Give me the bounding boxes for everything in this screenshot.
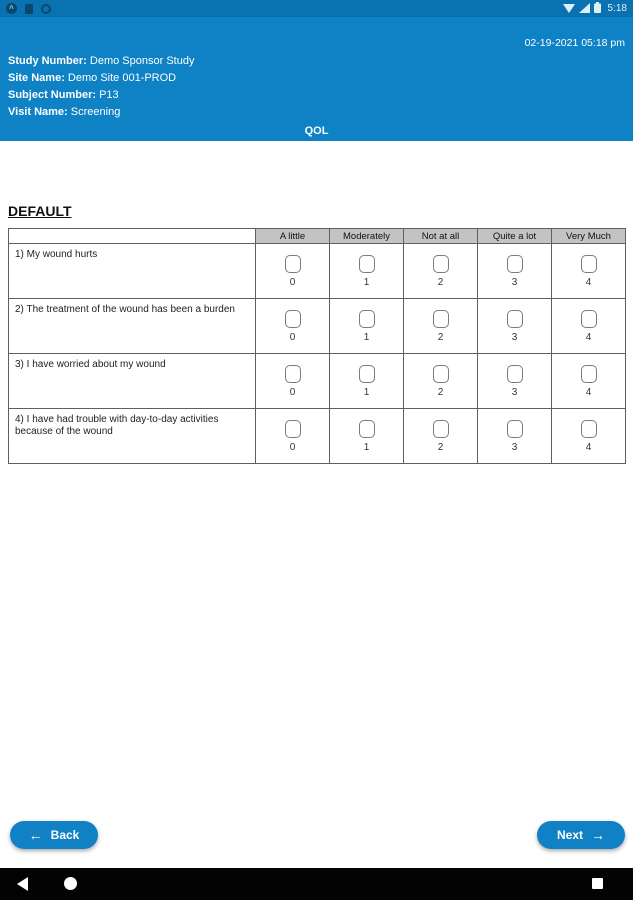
wifi-icon <box>563 0 575 18</box>
sd-card-icon <box>25 4 33 14</box>
radio-button[interactable] <box>507 310 523 328</box>
option-cell <box>330 409 404 464</box>
radio-button[interactable] <box>285 255 301 273</box>
system-update-icon: ^ <box>6 3 17 14</box>
android-nav-bar <box>0 868 633 900</box>
study-number-row <box>8 53 625 70</box>
cellular-signal-icon <box>579 0 590 18</box>
option-cell <box>478 409 552 464</box>
radio-button[interactable] <box>581 420 597 438</box>
option-value-label: 1 <box>363 331 370 343</box>
option-cell <box>404 244 478 299</box>
option-cell <box>552 409 626 464</box>
questionnaire-table <box>8 228 626 464</box>
radio-button[interactable] <box>285 420 301 438</box>
site-name-value: Demo Site 001-PROD <box>67 72 177 84</box>
header-datetime: 02-19-2021 05:18 pm <box>524 37 625 49</box>
table-row <box>9 409 626 464</box>
visit-name-row <box>8 104 625 121</box>
option-value-label: 4 <box>585 441 592 453</box>
option-cell <box>552 354 626 409</box>
option-cell <box>478 354 552 409</box>
option-value-label: 0 <box>289 276 296 288</box>
option-value-label: 2 <box>437 386 444 398</box>
table-row <box>9 354 626 409</box>
option-cell <box>256 299 330 354</box>
back-button[interactable] <box>10 821 98 849</box>
back-button-label: Back <box>50 828 80 842</box>
column-header: Not at all <box>404 229 478 244</box>
question-text: 3) I have worried about my wound <box>9 354 256 409</box>
option-cell <box>256 354 330 409</box>
option-value-label: 1 <box>363 386 370 398</box>
next-button[interactable] <box>537 821 625 849</box>
question-text: 2) The treatment of the wound has been a burden <box>9 299 256 354</box>
battery-icon <box>594 0 601 18</box>
option-value-label: 3 <box>511 276 518 288</box>
option-value-label: 3 <box>511 331 518 343</box>
radio-button[interactable] <box>433 420 449 438</box>
nav-back-icon[interactable] <box>17 877 28 891</box>
form-title: QOL <box>304 125 329 137</box>
option-value-label: 2 <box>437 331 444 343</box>
option-cell <box>404 409 478 464</box>
radio-button[interactable] <box>359 420 375 438</box>
option-value-label: 3 <box>511 441 518 453</box>
site-name-row <box>8 70 625 87</box>
status-bar-notifications <box>6 3 51 14</box>
option-cell <box>478 299 552 354</box>
radio-button[interactable] <box>285 365 301 383</box>
radio-button[interactable] <box>581 255 597 273</box>
table-row <box>9 299 626 354</box>
option-value-label: 2 <box>437 441 444 453</box>
status-bar <box>0 0 633 17</box>
subject-number-row <box>8 87 625 104</box>
question-text: 4) I have had trouble with day-to-day activities because of the wound <box>9 409 256 464</box>
radio-button[interactable] <box>507 255 523 273</box>
option-cell <box>256 244 330 299</box>
option-cell <box>552 244 626 299</box>
study-number-label: Study Number: <box>8 55 87 67</box>
status-bar-clock: 5:18 <box>607 3 627 14</box>
option-cell <box>330 244 404 299</box>
option-cell <box>552 299 626 354</box>
option-value-label: 3 <box>511 386 518 398</box>
option-value-label: 2 <box>437 276 444 288</box>
column-header: A little <box>256 229 330 244</box>
option-cell <box>404 354 478 409</box>
form-content <box>0 141 633 868</box>
site-name-label: Site Name: <box>8 72 65 84</box>
radio-button[interactable] <box>507 420 523 438</box>
column-header: Quite a lot <box>478 229 552 244</box>
option-value-label: 4 <box>585 386 592 398</box>
question-column-header <box>9 229 256 244</box>
data-saver-icon <box>41 4 51 14</box>
option-value-label: 1 <box>363 441 370 453</box>
table-header-row <box>9 229 626 244</box>
radio-button[interactable] <box>507 365 523 383</box>
section-title: DEFAULT <box>8 203 72 219</box>
option-cell <box>404 299 478 354</box>
study-number-value: Demo Sponsor Study <box>89 55 195 67</box>
next-button-label: Next <box>556 828 583 842</box>
radio-button[interactable] <box>433 255 449 273</box>
option-cell <box>330 299 404 354</box>
column-header: Very Much <box>552 229 626 244</box>
nav-home-icon[interactable] <box>64 877 77 890</box>
table-row <box>9 244 626 299</box>
option-cell <box>330 354 404 409</box>
option-cell <box>478 244 552 299</box>
subject-number-value: P13 <box>99 89 119 101</box>
option-cell <box>256 409 330 464</box>
back-arrow-icon: ← <box>28 827 43 843</box>
radio-button[interactable] <box>433 365 449 383</box>
option-value-label: 0 <box>289 331 296 343</box>
radio-button[interactable] <box>285 310 301 328</box>
radio-button[interactable] <box>359 365 375 383</box>
column-header: Moderately <box>330 229 404 244</box>
option-value-label: 1 <box>363 276 370 288</box>
visit-name-label: Visit Name: <box>8 106 68 118</box>
visit-name-value: Screening <box>70 106 121 118</box>
radio-button[interactable] <box>359 255 375 273</box>
radio-button[interactable] <box>433 310 449 328</box>
radio-button[interactable] <box>581 365 597 383</box>
next-arrow-icon: → <box>591 827 605 843</box>
subject-number-label: Subject Number: <box>8 89 97 101</box>
option-value-label: 0 <box>289 386 296 398</box>
option-value-label: 0 <box>289 441 296 453</box>
radio-button[interactable] <box>581 310 597 328</box>
option-value-label: 4 <box>585 331 592 343</box>
radio-button[interactable] <box>359 310 375 328</box>
question-text: 1) My wound hurts <box>9 244 256 299</box>
study-header <box>0 17 633 141</box>
nav-recents-icon[interactable] <box>592 878 603 889</box>
option-value-label: 4 <box>585 276 592 288</box>
table-body <box>9 244 626 464</box>
status-bar-indicators <box>563 0 627 18</box>
